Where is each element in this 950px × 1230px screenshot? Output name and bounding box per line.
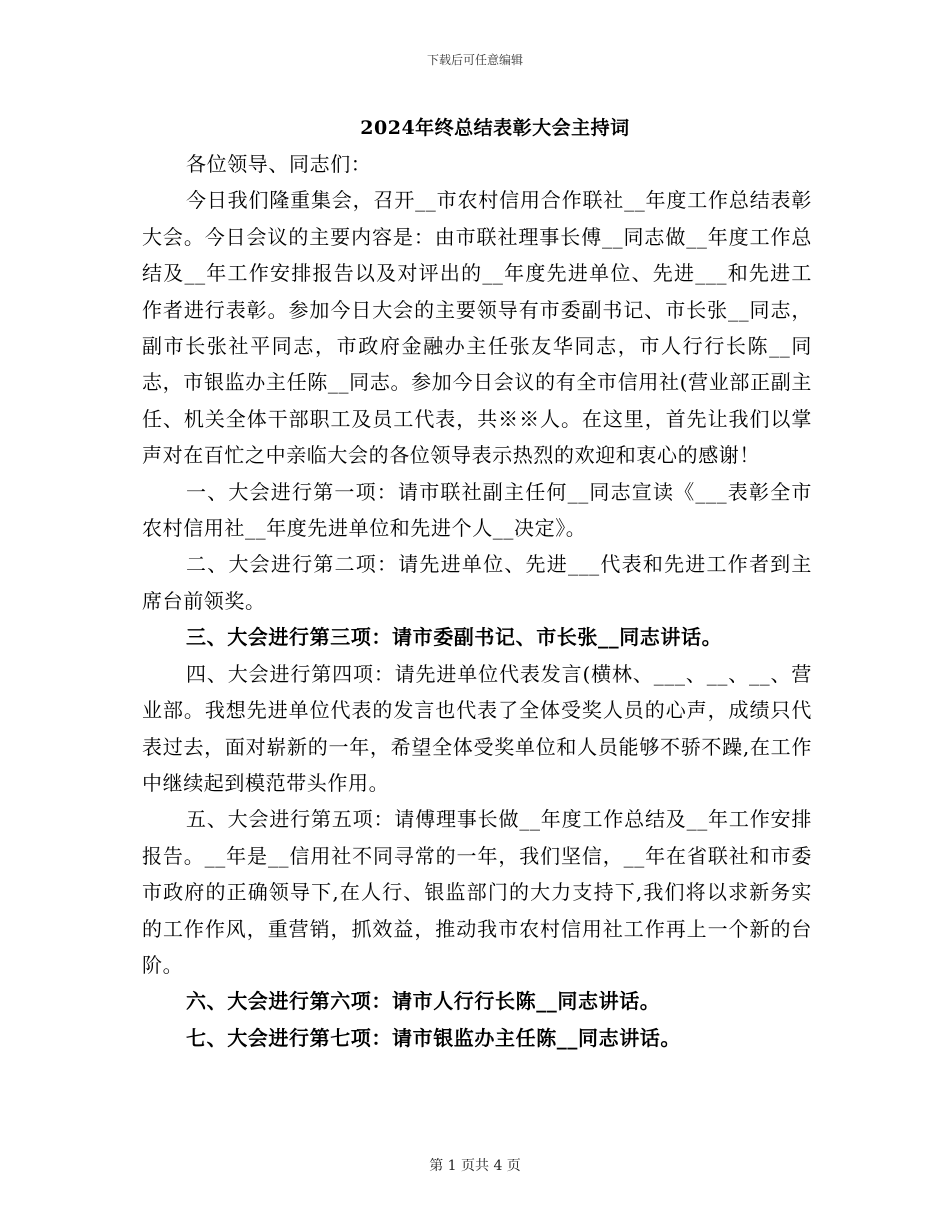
paragraph-item-5: 五、大会进行第五项：请傅理事长做__年度工作总结及__年工作安排报告。__年是__信用社不同寻常的一年，我们坚信，__年在省联社和市委市政府的正确领导下,在人行、银监部门的大力支持下,我们将以求新务实的工作作风，重营销，抓效益，推动我市农村信用社工作再上一个新的台阶。 (142, 807, 812, 977)
paragraph-item-6: 六、大会进行第六项：请市人行行长陈__同志讲话。 (186, 989, 661, 1014)
paragraph-greeting: 各位领导、同志们： (186, 152, 372, 176)
page-header-note: 下载后可任意编辑 (426, 53, 523, 67)
paragraph-item-3: 三、大会进行第三项：请市委副书记、市长张__同志讲话。 (186, 625, 723, 650)
document-title: 2024年终总结表彰大会主持词 (360, 117, 630, 139)
paragraph-item-7: 七、大会进行第七项：请市银监办主任陈__同志讲话。 (186, 1025, 681, 1050)
page-number: 第 1 页共 4 页 (429, 1158, 521, 1174)
paragraph-item-2: 二、大会进行第二项：请先进单位、先进___代表和先进工作者到主席台前领奖。 (142, 552, 812, 613)
document-body (142, 146, 812, 1056)
paragraph-opening: 今日我们隆重集会，召开__市农村信用合作联社__年度工作总结表彰大会。今日会议的主要内容是：由市联社理事长傅__同志做__年度工作总结及__年工作安排报告以及对评出的__年度先进单位、先进___和先进工作者进行表彰。参加今日大会的主要领导有市委副书记、市长张__同志，副市长张社平同志，市政府金融办主任张友华同志，市人行行长陈__同志，市银监办主任陈__同志。参加今日会议的有全市信用社(营业部正副主任、机关全体干部职工及员工代表，共※※人。在这里，首先让我们以掌声对在百忙之中亲临大会的各位领导表示热烈的欢迎和衷心的感谢！ (142, 188, 812, 468)
paragraph-item-4: 四、大会进行第四项：请先进单位代表发言(横林、___、__、__、营业部。我想先进单位代表的发言也代表了全体受奖人员的心声，成绩只代表过去，面对崭新的一年，希望全体受奖单位和人员能够不骄不躁,在工作中继续起到模范带头作用。 (142, 661, 812, 795)
paragraph-item-1: 一、大会进行第一项：请市联社副主任何__同志宣读《___表彰全市农村信用社__年度先进单位和先进个人__决定》。 (142, 479, 812, 541)
